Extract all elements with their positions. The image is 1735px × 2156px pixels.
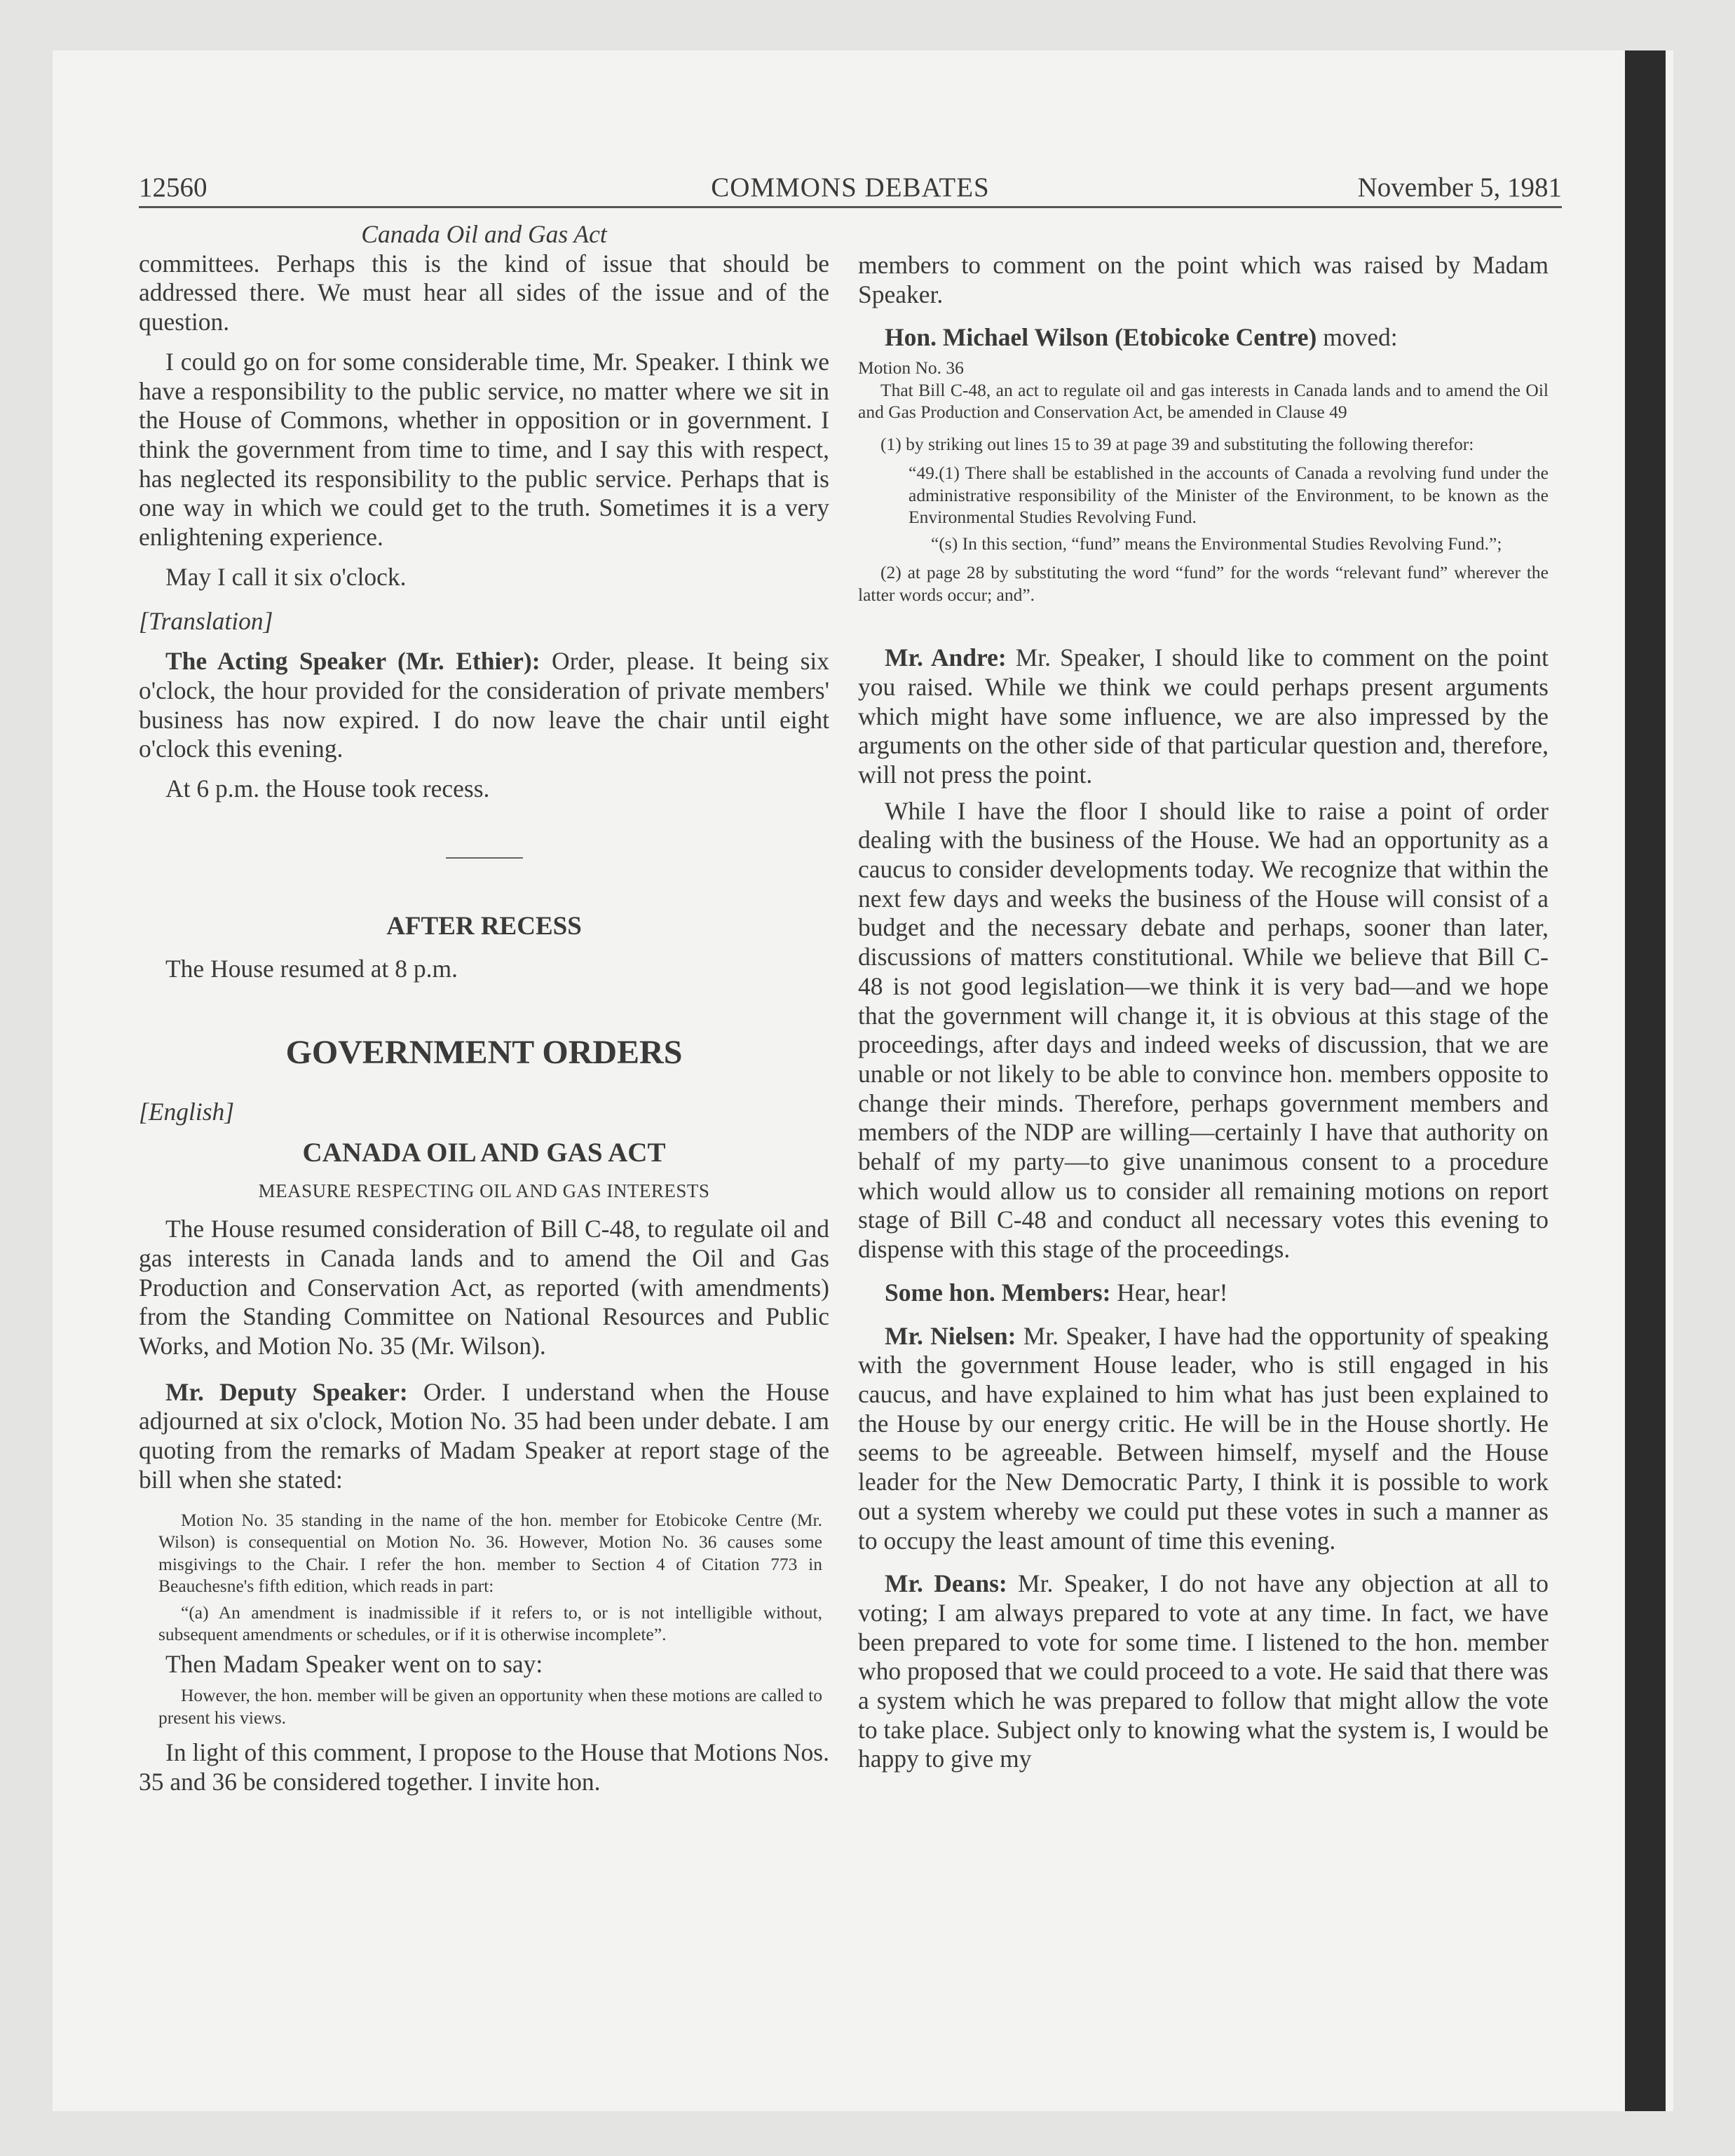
right-column [858,251,1549,1774]
paragraph: I could go on for some considerable time, Mr. Speaker. I think we have a responsibility to the public service, no matter where we sit in the House of Commons, whether in opposition or in government. I think the government from time to time, and I say this with respect, has neglected its responsibility to the public service. Perhaps that is one way in which we could get to the truth. Sometimes it is a very enlightening experience. [139,347,829,552]
page-date: November 5, 1981 [1357,172,1562,203]
paragraph: May I call it six o'clock. [165,562,407,591]
speech-text: Mr. Speaker, I do not have any objection at all to voting; I am always prepared to vote at any time. In fact, we have been prepared to vote for some time. I listened to the hon. member who proposed that we could proceed to a vote. He said that there was a system which he was prepared to follow that might allow the vote to take place. Subject only to knowing what the system is, I would be happy to give my [858,1569,1549,1773]
heading-act-title: CANADA OIL AND GAS ACT [302,1137,666,1168]
motion-mover [858,323,1549,353]
paragraph: At 6 p.m. the House took recess. [165,774,490,803]
speaker-name: The Acting Speaker (Mr. Ethier): [165,647,540,676]
speech-text: Mr. Speaker, I have had the opportunity of speaking with the government House leader, who is still engaged in his caucus, and have explained to him what has just been explained to the House by our energy critic. He will be in the House shortly. He seems to be agreeable. Between himself, myself and the House leader for the New Democratic Party, I think it is possible to work out a system whereby we could put these votes in such a manner as to occupy the least amount of time this evening. [858,1321,1549,1555]
quote-text: Motion No. 35 standing in the name of the hon. member for Etobicoke Centre (Mr. Wilson) is consequential on Motion No. 36. However, Motion No. 36 causes some misgivings to the Chair. I refer the hon. member to Section 4 of Citation 773 in Beauchesne's fifth edition, which reads in part: [158,1509,822,1596]
heading-act-subtitle: MEASURE RESPECTING OIL AND GAS INTERESTS [258,1180,710,1202]
paragraph: The House resumed at 8 p.m. [165,955,458,983]
quote-text: However, the hon. member will be given an opportunity when these motions are called to present his views. [158,1685,822,1728]
translation-tag: [Translation] [139,607,273,636]
paragraph: Then Madam Speaker went on to say: [165,1649,543,1678]
paragraph: In light of this comment, I propose to the House that Motions Nos. 35 and 36 be considered together. I invite hon. [139,1738,829,1796]
speaker-name: Some hon. Members: [885,1278,1111,1306]
speech-text: Order, please. It being six o'clock, the hour provided for the consideration of private members' business has now expired. I do now leave the chair until eight o'clock this evening. [139,647,829,763]
speaker-name: Mr. Deputy Speaker: [165,1377,408,1406]
running-head: Canada Oil and Gas Act [361,220,607,248]
motion-text: That Bill C-48, an act to regulate oil and gas interests in Canada lands and to amend the Oil and Gas Production and Conservation Act, be amended in Clause 49 [858,379,1549,423]
english-tag: [English] [139,1098,235,1126]
speaker-name: Mr. Deans: [885,1569,1007,1598]
motion-text: (2) at page 28 by substituting the word “fund” for the words “relevant fund” wherever the latter words occur; and”. [858,562,1549,605]
left-column [139,220,829,1797]
page-number: 12560 [139,172,207,203]
speech-members [858,1278,1549,1308]
motion-block [858,379,1549,606]
paragraph: members to comment on the point which was raised by Madam Speaker. [858,251,1549,308]
paragraph: committees. Perhaps this is the kind of issue that should be addressed there. We must hear all sides of the issue and of the question. [139,249,829,336]
motion-text: (1) by striking out lines 15 to 39 at page 39 and substituting the following therefor: [880,433,1474,454]
scan-binding-edge [1625,50,1666,2111]
heading-government-orders: GOVERNMENT ORDERS [285,1034,683,1072]
motion-number: Motion No. 36 [858,357,964,378]
header-rule [139,206,1562,208]
speech-text: Order. I understand when the House adjourned at six o'clock, Motion No. 35 had been under debate. I am quoting from the remarks of Madam Speaker at report stage of the bill when she stated: [139,1377,830,1494]
speech-deans [858,1569,1549,1774]
speaker-name: Mr. Nielsen: [885,1321,1016,1350]
quote-text: “(a) An amendment is inadmissible if it refers to, or is not intelligible without, subsequent amendments or schedules, or if it is otherwise incomplete”. [158,1602,822,1644]
paragraph: The House resumed consideration of Bill C-48, to regulate oil and gas interests in Canada lands and to amend the Oil and Gas Production and Conservation Act, as reported (with amendments) from the Standing Committee on National Resources and Public Works, and Motion No. 35 (Mr. Wilson). [139,1215,829,1360]
speech-acting-speaker [139,647,829,764]
speech-nielsen [858,1322,1549,1556]
block-quote [139,1509,829,1646]
motion-text: “(s) In this section, “fund” means the Environmental Studies Revolving Fund.”; [931,533,1502,554]
speaker-name: Hon. Michael Wilson (Etobicoke Centre) [885,323,1317,352]
speech-deputy-speaker [139,1378,829,1495]
speaker-name: Mr. Andre: [885,643,1007,672]
heading-after-recess: AFTER RECESS [386,911,582,941]
motion-text: “49.(1) There shall be established in the accounts of Canada a revolving fund under the administrative responsibility of the Minister of the Environment, to be known as the Environmental Studies Revolving Fund. [909,463,1549,528]
block-quote [139,1684,829,1728]
speech-andre [858,643,1549,790]
speech-text: moved: [1316,323,1398,352]
page-header [139,171,1562,205]
paragraph: While I have the floor I should like to raise a point of order dealing with the business of the House. We had an opportunity as a caucus to consider developments today. We recognize that within the next few days and weeks the business of the House will consist of a budget and the necessary debate and perhaps, sooner than later, discussions of matters constitutional. While we believe that Bill C-48 is not good legislation—we think it is very bad—and we hope that the government will change it, it is obvious at this stage of the proceedings, after days and indeed weeks of discussion, that we are unable or not likely to be able to convince hon. members opposite to change their minds. Therefore, perhaps government members and members of the NDP are willing—certainly I have that authority on behalf of my party—to give unanimous consent to a procedure which would allow us to consider all remaining motions on report stage of Bill C-48 and conduct all necessary votes this evening to dispense with this stage of the proceedings. [858,796,1549,1264]
section-divider [446,857,523,859]
speech-text: Hear, hear! [1110,1278,1228,1306]
publication-title: COMMONS DEBATES [711,172,990,203]
speech-text: Mr. Speaker, I should like to comment on the point you raised. While we think we could perhaps present arguments which might have some influence, we are also impressed by the arguments on the other side of that particular question and, therefore, will not press the point. [858,643,1549,789]
